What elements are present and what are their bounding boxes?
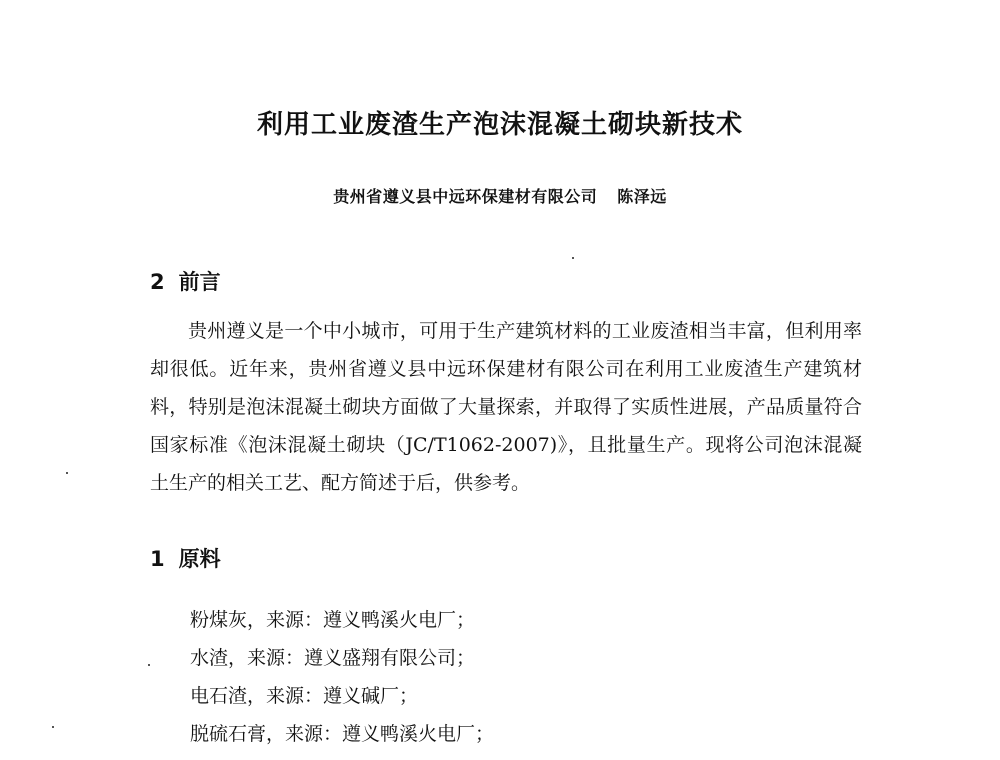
- scan-speck: [572, 257, 574, 259]
- byline: [0, 184, 1000, 207]
- section-heading-raw-materials: [150, 543, 221, 573]
- list-item: 水渣，来源：遵义盛翔有限公司；: [190, 647, 476, 669]
- list-item: 粉煤灰，来源：遵义鸭溪火电厂；: [190, 609, 476, 631]
- list-item: 脱硫石膏，来源：遵义鸭溪火电厂；: [190, 723, 495, 745]
- section-number: 1: [150, 547, 165, 571]
- section-title: 前言: [178, 270, 221, 294]
- scan-speck: [52, 726, 54, 728]
- author-name: 陈泽远: [617, 187, 667, 206]
- section-number: 2: [150, 270, 165, 294]
- document-title: 利用工业废渣生产泡沫混凝土砌块新技术: [256, 110, 743, 140]
- section-title: 原料: [178, 547, 221, 571]
- scan-speck: [66, 472, 68, 474]
- author-affiliation: 贵州省遵义县中远环保建材有限公司: [333, 187, 598, 206]
- list-item: 电石渣，来源：遵义碱厂；: [190, 685, 419, 707]
- scan-speck: [148, 664, 150, 666]
- raw-materials-list: [190, 601, 494, 753]
- section-heading-intro: [150, 266, 221, 296]
- intro-paragraph: 贵州遵义是一个中小城市，可用于生产建筑材料的工业废渣相当丰富，但利用率却很低。近年来，贵州省遵义县中远环保建材有限公司在利用工业废渣生产建筑材料，特别是泡沫混凝土砌块方面做了大量探索，并取得了实质性进展，产品质量符合国家标准《泡沫混凝土砌块（JC/T1062-2007)》，且批量生产。现将公司泡沫混凝土生产的相关工艺、配方简述于后，供参考。: [150, 320, 862, 494]
